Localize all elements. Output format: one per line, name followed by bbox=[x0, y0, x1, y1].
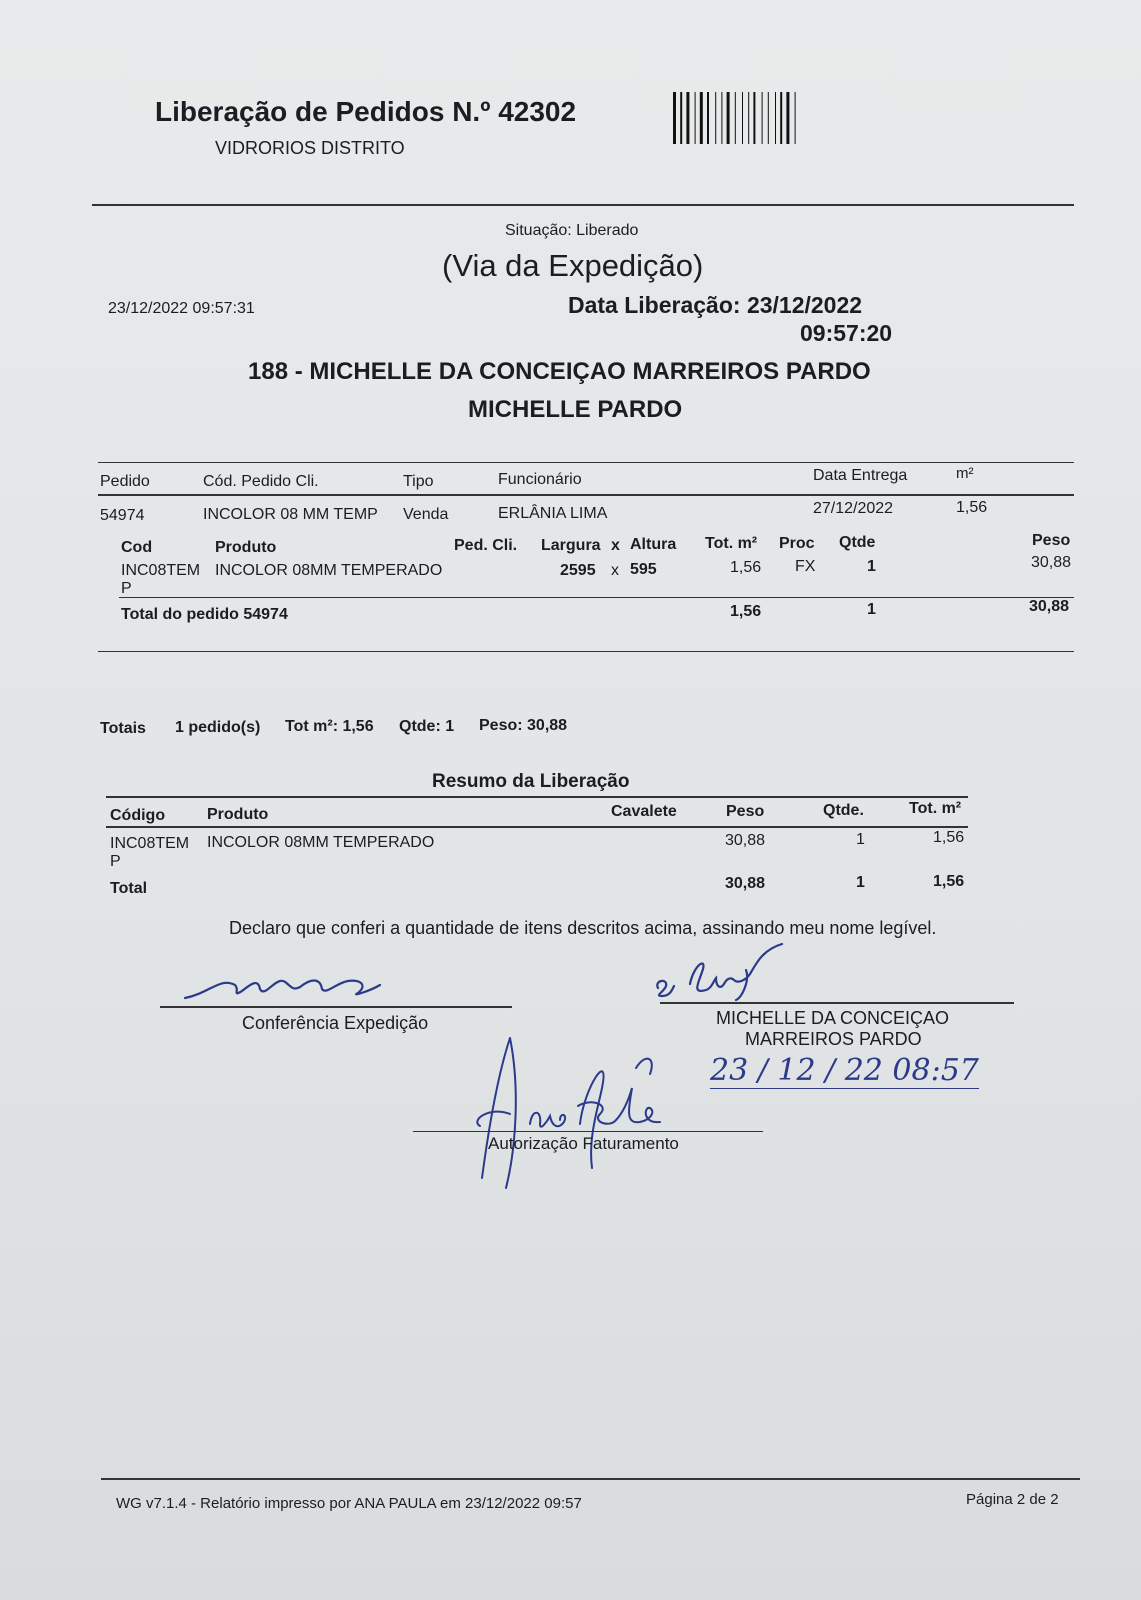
client-short-name: MICHELLE PARDO bbox=[468, 396, 683, 423]
summary-header-rule bbox=[106, 826, 968, 828]
totals-qtde: Qtde: 1 bbox=[399, 718, 455, 735]
order-funcionario: ERLÂNIA LIMA bbox=[498, 505, 608, 522]
item-header-qtde: Qtde bbox=[839, 534, 876, 551]
via-label: (Via da Expedição) bbox=[442, 248, 704, 283]
order-table-top-rule bbox=[98, 462, 1074, 463]
col-header-pedido: Pedido bbox=[100, 473, 150, 490]
order-total-qtde: 1 bbox=[867, 601, 876, 618]
item-header-altura: Altura bbox=[630, 536, 677, 553]
item-header-produto: Produto bbox=[215, 539, 277, 556]
totals-label: Totais bbox=[100, 720, 146, 737]
footer-page-number: Página 2 de 2 bbox=[966, 1491, 1059, 1508]
declaration-text: Declaro que conferi a quantidade de itens descritos acima, assinando meu nome legível. bbox=[229, 918, 937, 938]
order-table-bottom-rule bbox=[98, 651, 1074, 652]
status-text: Situação: Liberado bbox=[505, 222, 639, 239]
handwritten-date: 23 / 12 / 22 08:57 bbox=[710, 1053, 979, 1088]
item-produto: INCOLOR 08MM TEMPERADO bbox=[215, 562, 443, 579]
company-name: VIDRORIOS DISTRITO bbox=[215, 138, 405, 158]
order-tipo: Venda bbox=[403, 506, 449, 523]
item-proc: FX bbox=[795, 558, 816, 575]
summary-title: Resumo da Liberação bbox=[432, 771, 630, 792]
item-total-rule bbox=[119, 597, 1074, 598]
release-time: 09:57:20 bbox=[800, 320, 893, 346]
summary-header-peso: Peso bbox=[726, 803, 765, 820]
order-data-entrega: 27/12/2022 bbox=[813, 500, 894, 517]
item-qtde: 1 bbox=[867, 558, 876, 575]
item-largura: 2595 bbox=[560, 562, 596, 579]
summary-total-tot-m2: 1,56 bbox=[933, 873, 965, 890]
footer-divider bbox=[101, 1478, 1080, 1480]
summary-total-label: Total bbox=[110, 880, 148, 897]
col-header-data-entrega: Data Entrega bbox=[813, 467, 908, 484]
client-signature-name-line2: MARREIROS PARDO bbox=[745, 1029, 922, 1049]
col-header-funcionario: Funcionário bbox=[498, 471, 582, 488]
release-date: Data Liberação: 23/12/2022 bbox=[568, 292, 863, 318]
item-x: x bbox=[611, 562, 619, 579]
summary-codigo-line2: P bbox=[110, 853, 121, 870]
summary-total-qtde: 1 bbox=[856, 874, 865, 891]
summary-peso: 30,88 bbox=[725, 832, 766, 849]
item-altura: 595 bbox=[630, 561, 657, 578]
item-tot-m2: 1,56 bbox=[730, 559, 762, 576]
totals-pedidos: 1 pedido(s) bbox=[175, 719, 261, 736]
autorizacao-signature bbox=[460, 1028, 680, 1194]
item-header-proc: Proc bbox=[779, 535, 815, 552]
summary-codigo-line1: INC08TEM bbox=[110, 835, 190, 852]
conferencia-signature-line bbox=[160, 1006, 512, 1008]
order-m2: 1,56 bbox=[956, 499, 988, 516]
order-total-label: Total do pedido 54974 bbox=[121, 606, 288, 623]
item-header-largura: Largura bbox=[541, 537, 601, 554]
summary-header-cavalete: Cavalete bbox=[611, 803, 677, 820]
summary-header-tot-m2: Tot. m² bbox=[909, 800, 962, 817]
item-cod-line2: P bbox=[121, 580, 132, 597]
item-header-x: x bbox=[611, 537, 620, 554]
item-header-tot-m2: Tot. m² bbox=[705, 535, 758, 552]
client-signature bbox=[650, 940, 810, 1002]
col-header-m2: m² bbox=[956, 465, 974, 482]
order-total-m2: 1,56 bbox=[730, 603, 762, 620]
document-title: Liberação de Pedidos N.º 42302 bbox=[155, 96, 577, 127]
conferencia-label: Conferência Expedição bbox=[242, 1013, 429, 1033]
summary-qtde: 1 bbox=[856, 831, 865, 848]
order-header-rule bbox=[98, 494, 1074, 496]
totals-tot-m2: Tot m²: 1,56 bbox=[285, 718, 374, 735]
client-signature-name-line1: MICHELLE DA CONCEIÇAO bbox=[716, 1008, 950, 1028]
summary-header-produto: Produto bbox=[207, 806, 269, 823]
order-total-peso: 30,88 bbox=[1029, 598, 1070, 615]
printed-timestamp: 23/12/2022 09:57:31 bbox=[108, 300, 255, 317]
item-header-peso: Peso bbox=[1032, 532, 1071, 549]
item-header-cod: Cod bbox=[121, 539, 153, 556]
item-peso: 30,88 bbox=[1031, 554, 1072, 571]
col-header-tipo: Tipo bbox=[403, 473, 434, 490]
summary-total-peso: 30,88 bbox=[725, 875, 766, 892]
order-cod-pedido-cli: INCOLOR 08 MM TEMP bbox=[203, 506, 378, 523]
barcode-icon bbox=[673, 92, 848, 144]
item-cod-line1: INC08TEM bbox=[121, 562, 201, 579]
client-name: 188 - MICHELLE DA CONCEIÇAO MARREIROS PARDO bbox=[248, 358, 871, 385]
autorizacao-label: Autorização Faturamento bbox=[488, 1134, 679, 1153]
summary-produto: INCOLOR 08MM TEMPERADO bbox=[207, 834, 435, 851]
header-divider bbox=[92, 204, 1074, 206]
col-header-cod-pedido-cli: Cód. Pedido Cli. bbox=[203, 473, 319, 490]
client-signature-line bbox=[660, 1002, 1014, 1004]
autorizacao-signature-line bbox=[413, 1131, 763, 1132]
conferencia-signature bbox=[180, 965, 390, 1005]
summary-top-rule bbox=[106, 796, 968, 798]
footer-printed-by: WG v7.1.4 - Relatório impresso por ANA PAULA em 23/12/2022 09:57 bbox=[116, 1495, 582, 1512]
order-pedido: 54974 bbox=[100, 507, 145, 524]
summary-tot-m2: 1,56 bbox=[933, 829, 965, 846]
item-header-ped-cli: Ped. Cli. bbox=[454, 537, 518, 554]
summary-header-codigo: Código bbox=[110, 807, 166, 824]
totals-peso: Peso: 30,88 bbox=[479, 717, 568, 734]
summary-header-qtde: Qtde. bbox=[823, 802, 864, 819]
